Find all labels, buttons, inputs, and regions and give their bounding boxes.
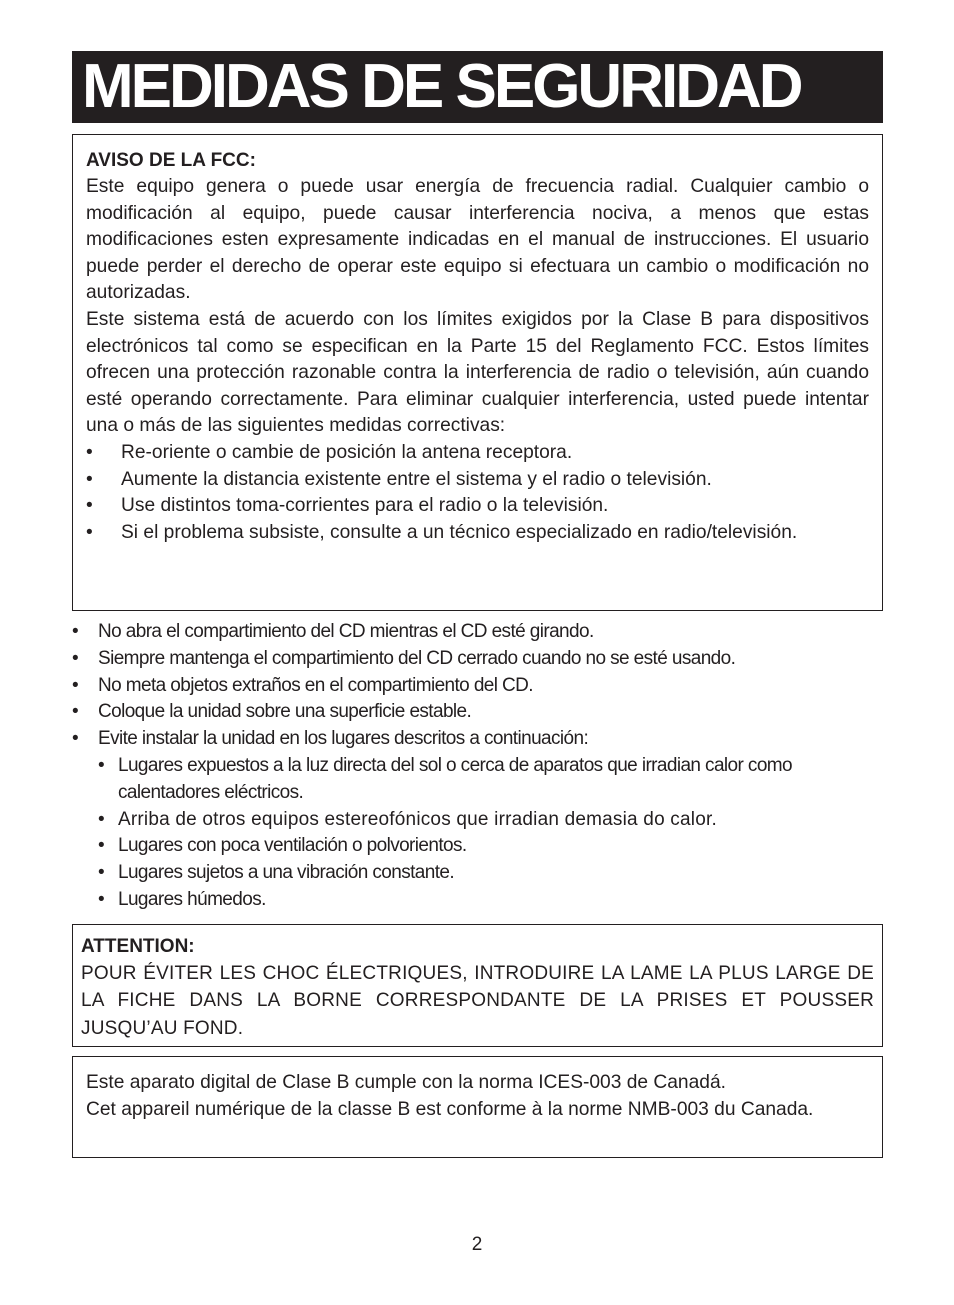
fcc-measures-list bbox=[86, 440, 869, 546]
bullet-icon: • bbox=[98, 808, 105, 830]
fcc-paragraph-1: Este equipo genera o puede usar energía de frecuencia radial. Cualquier cambio o modificación al equipo, puede causar interferencia nociva, a menos que estas modificaciones esten expresamente indicadas en el manual de instrucciones. El usuario puede perder el derecho de operar este equipo si efectuara un cambio o modificación no autorizadas. bbox=[86, 176, 869, 304]
location-sublist bbox=[98, 753, 868, 914]
list-item bbox=[86, 440, 869, 467]
bullet-icon: • bbox=[86, 441, 93, 463]
list-item bbox=[72, 699, 883, 726]
bullet-icon: • bbox=[86, 495, 93, 517]
bullet-icon: • bbox=[72, 728, 79, 750]
list-item-text: Re-oriente o cambie de posición la antena receptora. bbox=[121, 441, 573, 463]
canada-line-french: Cet appareil numérique de la classe B est conforme à la norme NMB-003 du Canada. bbox=[86, 1098, 814, 1120]
list-item-text: Lugares con poca ventilación o polvorientos. bbox=[118, 835, 467, 857]
fcc-paragraph-2: Este sistema está de acuerdo con los límites exigidos por la Clase B para dispositivos electrónicos tal como se especifican en la Parte 15 del Reglamento FCC. Estos límites ofrecen una protección razonable contra la interferencia de radio o televisión, aún cuando esté operando correctamente. Para eliminar cualquier interferencia, usted puede intentar una o más de las siguientes medidas correctivas: bbox=[86, 308, 869, 437]
page-title: MEDIDAS DE SEGURIDAD bbox=[82, 52, 801, 121]
list-item bbox=[86, 520, 869, 547]
list-item-text: Si el problema subsiste, consulte a un técnico especializado en radio/televisión. bbox=[121, 521, 798, 543]
fcc-heading: AVISO DE LA FCC: bbox=[86, 150, 256, 171]
list-item-text: Arriba de otros equipos estereofónicos que irradian demasia do calor. bbox=[118, 808, 717, 830]
attention-text: POUR ÉVITER LES CHOC ÉLECTRIQUES, INTRODUIRE LA LAME LA PLUS LARGE DE LA FICHE DANS LA BORNE CORRESPONDANTE DE LA PRISES ET POUSSER JUSQU’AU FOND. bbox=[81, 963, 874, 1039]
list-item-text: Use distintos toma-corrientes para el radio o la televisión. bbox=[121, 495, 609, 517]
bullet-icon: • bbox=[86, 468, 93, 490]
list-item bbox=[72, 726, 883, 753]
title-bar bbox=[72, 51, 883, 123]
list-item-text: Aumente la distancia existente entre el sistema y el radio o televisión. bbox=[121, 468, 712, 490]
list-item-text: Lugares sujetos a una vibración constante. bbox=[118, 862, 455, 884]
safety-list bbox=[72, 619, 883, 753]
list-item bbox=[72, 619, 883, 646]
canada-compliance-box bbox=[72, 1056, 883, 1158]
canada-line-spanish: Este aparato digital de Clase B cumple con la norma ICES-003 de Canadá. bbox=[86, 1072, 726, 1093]
fcc-notice-box bbox=[72, 134, 883, 611]
bullet-icon: • bbox=[98, 755, 105, 776]
list-item bbox=[98, 887, 868, 914]
list-item-text: Evite instalar la unidad en los lugares descritos a continuación: bbox=[98, 728, 589, 750]
list-item bbox=[98, 753, 868, 807]
bullet-icon: • bbox=[98, 835, 105, 857]
list-item-text: No meta objetos extraños en el compartimiento del CD. bbox=[98, 674, 533, 696]
bullet-icon: • bbox=[86, 521, 93, 543]
bullet-icon: • bbox=[98, 862, 105, 884]
page-number: 2 bbox=[471, 1234, 483, 1255]
attention-box bbox=[72, 924, 883, 1047]
attention-heading: ATTENTION: bbox=[81, 936, 195, 957]
list-item bbox=[86, 493, 869, 520]
list-item-text: Siempre mantenga el compartimiento del CD cerrado cuando no se esté usando. bbox=[98, 647, 736, 669]
bullet-icon: • bbox=[72, 701, 79, 723]
list-item bbox=[98, 860, 868, 887]
list-item bbox=[98, 807, 868, 834]
bullet-icon: • bbox=[72, 647, 79, 669]
list-item bbox=[98, 833, 868, 860]
list-item bbox=[72, 673, 883, 700]
list-item-text: Coloque la unidad sobre una superficie estable. bbox=[98, 701, 472, 723]
list-item-text: Lugares expuestos a la luz directa del sol o cerca de aparatos que irradian calor como calentadores eléctricos. bbox=[118, 755, 792, 803]
list-item bbox=[72, 646, 883, 673]
bullet-icon: • bbox=[98, 888, 105, 910]
list-item bbox=[86, 467, 869, 494]
bullet-icon: • bbox=[72, 674, 79, 696]
bullet-icon: • bbox=[72, 621, 79, 642]
list-item-text: Lugares húmedos. bbox=[118, 888, 266, 910]
list-item-text: No abra el compartimiento del CD mientras el CD esté girando. bbox=[98, 621, 594, 642]
